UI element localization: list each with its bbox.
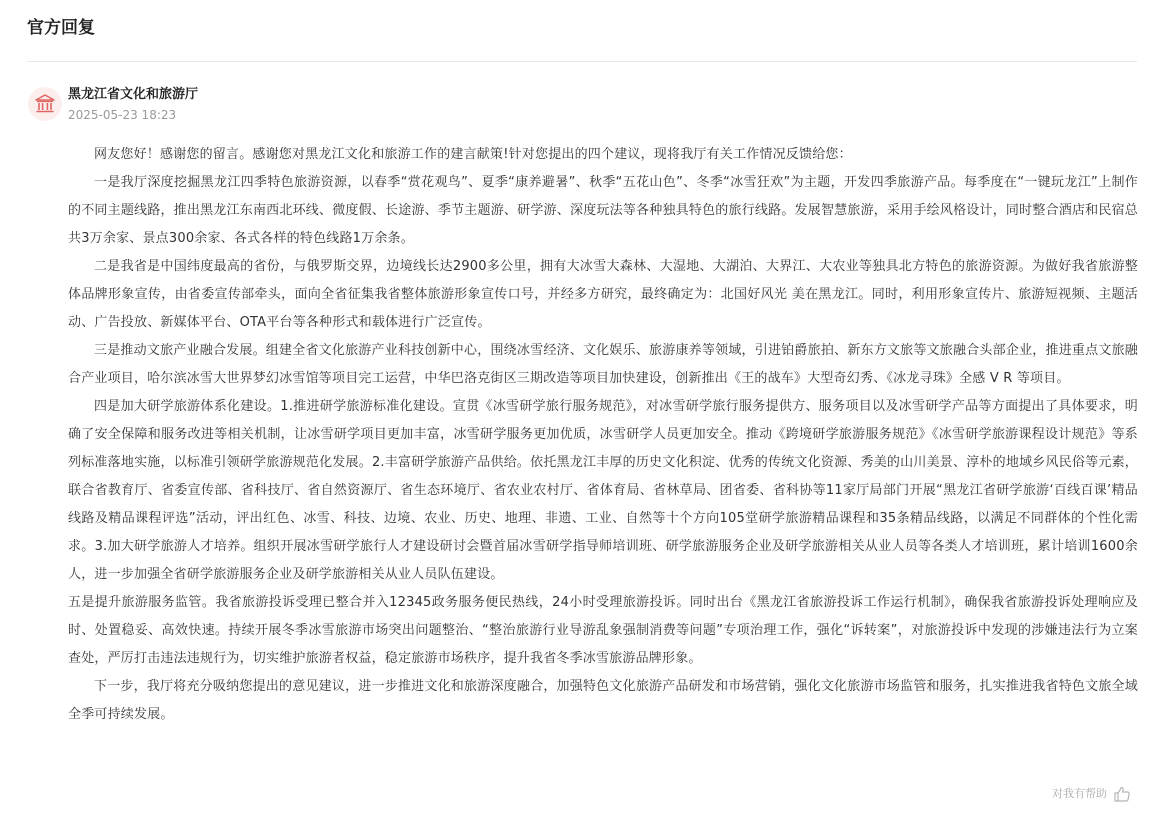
reply-paragraph-3: 三是推动文旅产业融合发展。组建全省文化旅游产业科技创新中心，围绕冰雪经济、文化娱乐、旅游康养等领域，引进铂爵旅拍、新东方文旅等文旅融合头部企业，推进重点文旅融合产业项目，哈尔滨冰雪大世界梦幻冰雪馆等项目完工运营，中华巴洛克街区三期改造等项目加快建设，创新推出《王的战车》大型奇幻秀、《冰龙寻珠》全感 V R 等项目。 (68, 343, 1138, 386)
reply-paragraph-closing: 下一步，我厅将充分吸纳您提出的意见建议，进一步推进文化和旅游深度融合，加强特色文化旅游产品研发和市场营销，强化文化旅游市场监管和服务，扎实推进我省特色文旅全域全季可持续发展。 (68, 679, 1138, 722)
author-name: 黑龙江省文化和旅游厅 (68, 87, 199, 102)
reply-paragraph-5: 五是提升旅游服务监管。我省旅游投诉受理已整合并入12345政务服务便民热线，24小时受理旅游投诉。同时出台《黑龙江省旅游投诉工作运行机制》，确保我省旅游投诉处理响应及时、处置稳妥、高效快速。持续开展冬季冰雪旅游市场突出问题整治、“整治旅游行业导游乱象强制消费等问题”专项治理工作，强化“诉转案”，对旅游投诉中发现的涉嫌违法行为立案查处，严厉打击违法违规行为，切实维护旅游者权益，稳定旅游市场秩序，提升我省冬季冰雪旅游品牌形象。 (68, 595, 1138, 666)
author-avatar (28, 87, 62, 121)
post-timestamp: 2025-05-23 18:23 (68, 108, 177, 122)
section-divider (27, 61, 1137, 62)
reply-paragraph-greeting: 网友您好！感谢您的留言。感谢您对黑龙江文化和旅游工作的建言献策!针对您提出的四个建议，现将我厅有关工作情况反馈给您： (94, 147, 852, 162)
government-building-icon (34, 93, 56, 115)
reply-paragraph-2: 二是我省是中国纬度最高的省份，与俄罗斯交界，边境线长达2900多公里，拥有大冰雪大森林、大湿地、大湖泊、大界江、大农业等独具北方特色的旅游资源。为做好我省旅游整体品牌形象宣传，由省委宣传部牵头，面向全省征集我省整体旅游形象宣传口号，并经多方研究，最终确定为：北国好风光 美在黑龙江。同时，利用形象宣传片、旅游短视频、主题活动、广告投放、新媒体平台、OTA平台等各种形式和载体进行广泛宣传。 (68, 259, 1138, 330)
helpful-button[interactable] (1052, 784, 1131, 804)
helpful-label: 对我有帮助 (1052, 787, 1107, 800)
thumbs-up-icon (1113, 785, 1131, 803)
reply-paragraph-4: 四是加大研学旅游体系化建设。1.推进研学旅游标准化建设。宣贯《冰雪研学旅行服务规范》，对冰雪研学旅行服务提供方、服务项目以及冰雪研学产品等方面提出了具体要求，明确了安全保障和服务改进等相关机制，让冰雪研学项目更加丰富，冰雪研学服务更加优质，冰雪研学人员更加安全。推动《跨境研学旅游服务规范》《冰雪研学旅游课程设计规范》等系列标准落地实施，以标准引领研学旅游规范化发展。2.丰富研学旅游产品供给。依托黑龙江丰厚的历史文化积淀、优秀的传统文化资源、秀美的山川美景、淳朴的地域乡风民俗等元素，联合省教育厅、省委宣传部、省科技厅、省自然资源厅、省生态环境厅、省农业农村厅、省体育局、省林草局、团省委、省科协等11家厅局部门开展“黑龙江省研学旅游‘百线百课’精品线路及精品课程评选”活动，评出红色、冰雪、科技、边境、农业、历史、地理、非遗、工业、自然等十个方向105堂研学旅游精品课程和35条精品线路，以满足不同群体的个性化需求。3.加大研学旅游人才培养。组织开展冰雪研学旅行人才建设研讨会暨首届冰雪研学指导师培训班、研学旅游服务企业及研学旅游相关从业人员等各类人才培训班，累计培训1600余人，进一步加强全省研学旅游服务企业及研学旅游相关从业人员队伍建设。 (68, 399, 1138, 582)
reply-body (68, 141, 1138, 729)
section-title: 官方回复 (27, 18, 95, 38)
reply-paragraph-1: 一是我厅深度挖掘黑龙江四季特色旅游资源，以春季“赏花观鸟”、夏季“康养避暑”、秋季“五花山色”、冬季“冰雪狂欢”为主题，开发四季旅游产品。每季度在“一键玩龙江”上制作的不同主题线路，推出黑龙江东南西北环线、微度假、长途游、季节主题游、研学游、深度玩法等各种独具特色的旅行线路。发展智慧旅游，采用手绘风格设计，同时整合酒店和民宿总共3万余家、景点300余家、各式各样的特色线路1万余条。 (68, 175, 1138, 246)
